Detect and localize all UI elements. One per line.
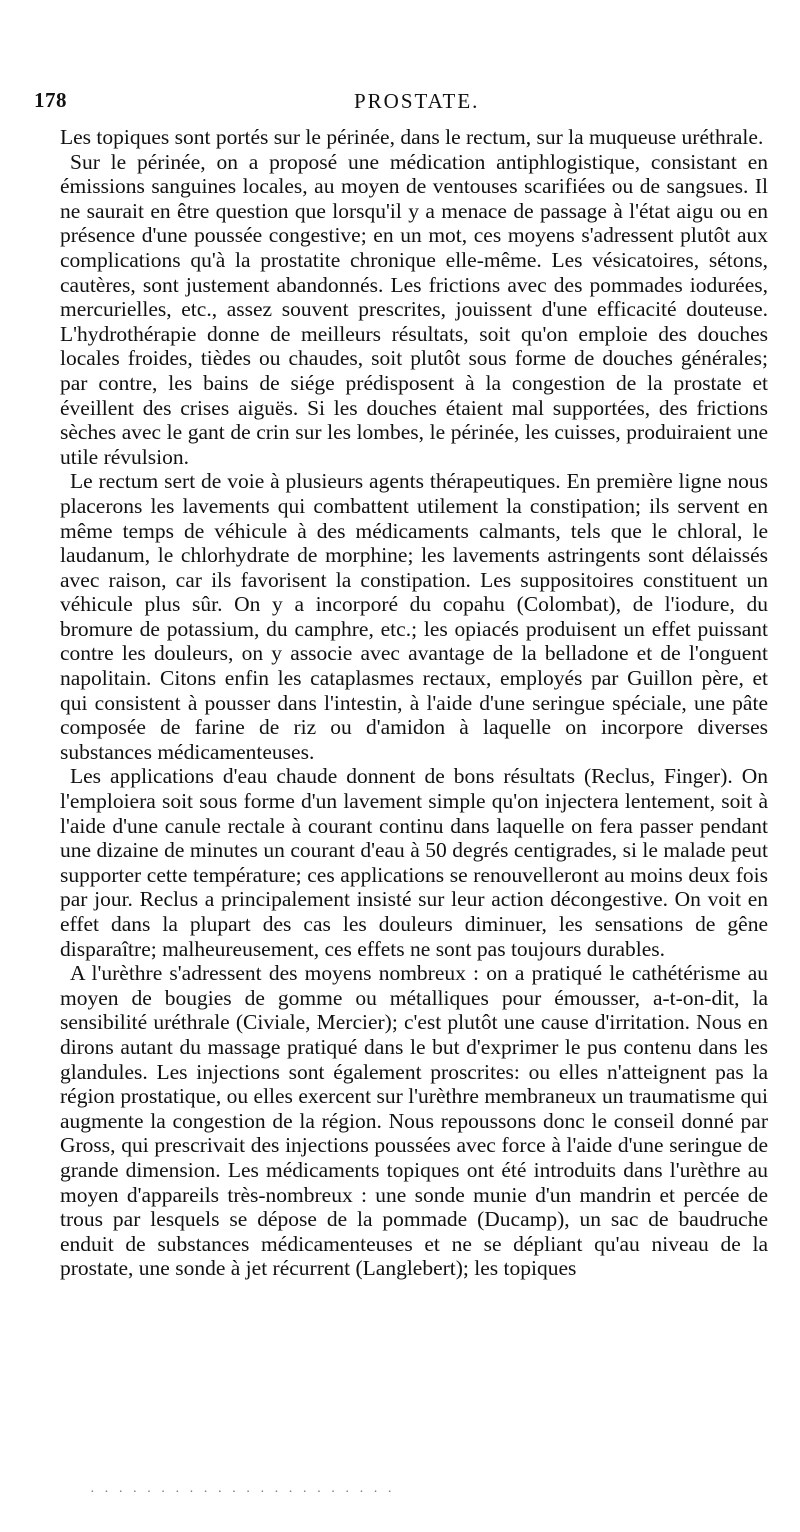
paragraph-rectum: Le rectum sert de voie à plusieurs agents thérapeutiques. En première ligne nous placerons les lavements qui combattent utilement la constipation; ils servent en même temps de véhicule à des médicaments calmants, tels que le chloral, le laudanum, le chlorhydrate de morphine; les lavements astringents sont délaissés avec raison, car ils favorisent la constipation. Les suppositoires constituent un véhicule plus sûr. On y a incorporé du copahu (Colombat), de l'iodure, du bromure de potassium, du camphre, etc.; les opiacés produisent un effet puissant contre les douleurs, on y associe avec avantage de la belladone et de l'onguent napolitain. Citons enfin les cataplasmes rectaux, employés par Guillon père, et qui consistent à pousser dans l'intestin, à l'aide d'une seringue spéciale, une pâte composée de farine de riz ou d'amidon à laquelle on incorpore diverses substances médicamenteuses. — [60, 469, 768, 764]
paragraph-perinee: Sur le périnée, on a proposé une médication antiphlogistique, consistant en émissions sanguines locales, au moyen de ventouses scarifiées ou de sangsues. Il ne saurait en être question que lorsqu'il y a menace de passage à l'état aigu ou en présence d'une poussée congestive; en un mot, ces moyens s'adressent plutôt aux complications qu'à la prostatite chronique elle-même. Les vésicatoires, sétons, cautères, sont justement abandonnés. Les frictions avec des pommades iodurées, mercurielles, etc., assez souvent prescrites, jouissent d'une efficacité douteuse. L'hydrothérapie donne de meilleurs résultats, soit qu'on emploie des douches locales froides, tièdes ou chaudes, soit plutôt sous forme de douches générales; par contre, les bains de siége prédisposent à la congestion de la prostate et éveillent des crises aiguës. Si les douches étaient mal supportées, des frictions sèches avec le gant de crin sur les lombes, le périnée, les cuisses, produiraient une utile révulsion. — [60, 149, 768, 469]
page-number: 178 — [34, 88, 67, 112]
scan-footer-marks: · · · · · · · · · · · · · · · · · · · · · · — [90, 1485, 396, 1500]
paragraph-eau-chaude: Les applications d'eau chaude donnent de bons résultats (Reclus, Finger). On l'emploiera soit sous forme d'un lavement simple qu'on injectera lentement, soit à l'aide d'une canule rectale à courant continu dans laquelle on fera passer pendant une dizaine de minutes un courant d'eau à 50 degrés centigrades, si le malade peut supporter cette température; ces applications se renouvelleront au moins deux fois par jour. Reclus a principalement insisté sur leur action décongestive. On voit en effet dans la plupart des cas les douleurs diminuer, les sensations de gêne disparaître; malheureusement, ces effets ne sont pas toujours durables. — [60, 764, 768, 961]
paragraph-topiques: Les topiques sont portés sur le périnée, dans le rectum, sur la muqueuse uréthrale. — [60, 125, 764, 149]
running-head: PROSTATE. — [354, 89, 480, 113]
page-header — [34, 88, 766, 122]
paragraph-urethre: A l'urèthre s'adressent des moyens nombreux : on a pratiqué le cathétérisme au moyen de bougies de gomme ou métalliques pour émousser, a-t-on-dit, la sensibilité uréthrale (Civiale, Mercier); c'est plutôt une cause d'irritation. Nous en dirons autant du massage pratiqué dans le but d'exprimer le pus contenu dans les glandules. Les injections sont également proscrites: ou elles n'atteignent pas la région prostatique, ou elles exercent sur l'urèthre membraneux un traumatisme qui augmente la congestion de la région. Nous repoussons donc le conseil donné par Gross, qui prescrivait des injections poussées avec force à l'aide d'une seringue de grande dimension. Les médicaments topiques ont été introduits dans l'urèthre au moyen d'appareils très-nombreux : une sonde munie d'un mandrin et percée de trous par lesquels se dépose de la pommade (Ducamp), un sac de baudruche enduit de substances médicamenteuses et ne se dépliant qu'au niveau de la prostate, une sonde à jet récurrent (Langlebert); les topiques — [60, 961, 768, 1281]
body-text — [60, 125, 768, 1281]
